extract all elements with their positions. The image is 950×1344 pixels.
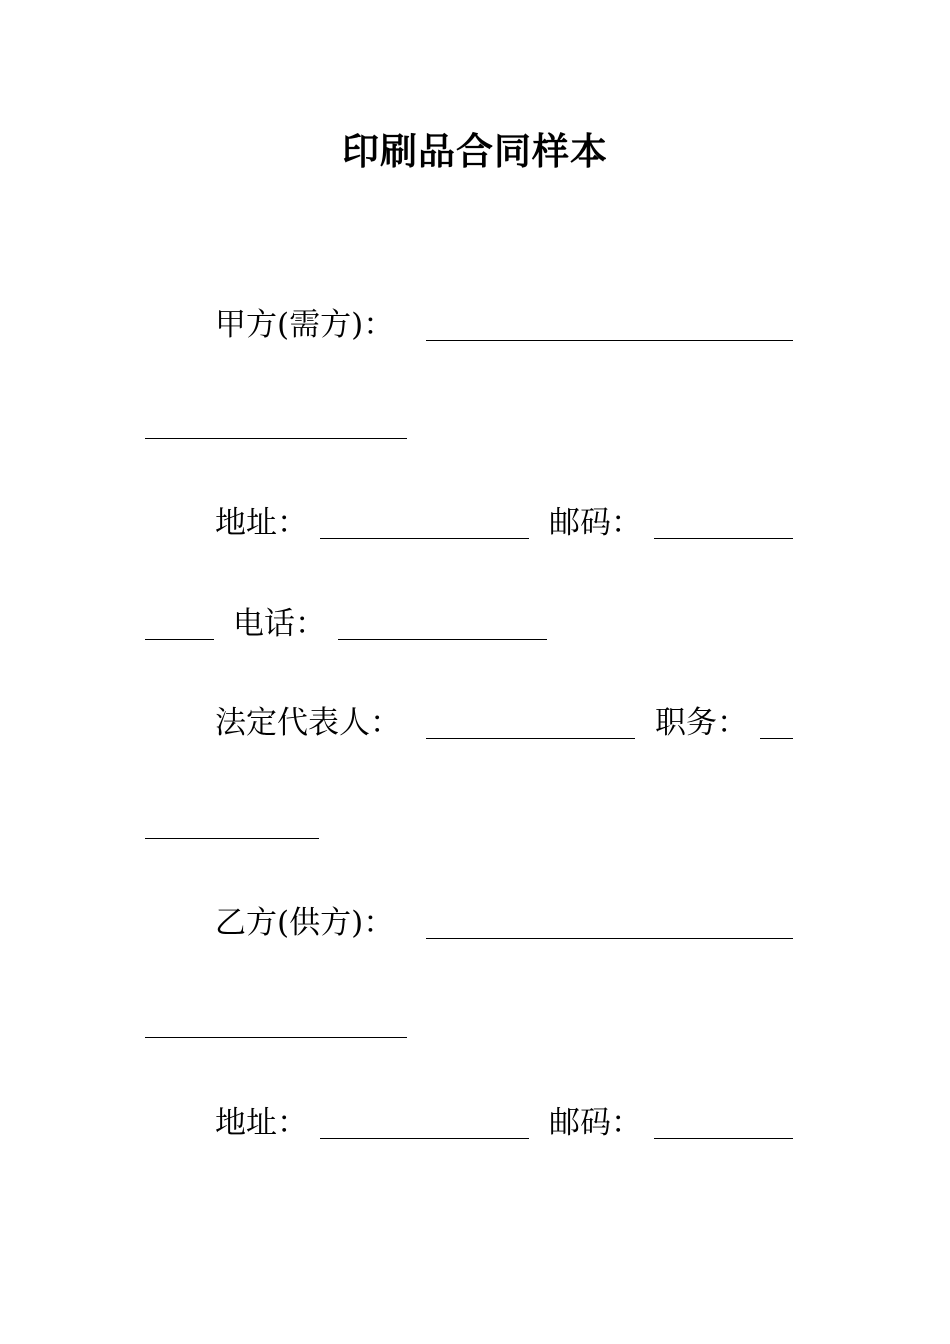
party-a-address-line	[0, 503, 950, 543]
party-a-label: 甲方(需方)：	[215, 307, 395, 343]
party-a-name-blank	[426, 340, 793, 341]
party-a-legal-rep-line	[0, 703, 950, 743]
party-a-phone-blank	[338, 639, 547, 640]
party-b-line	[0, 903, 950, 943]
party-a-legal-rep-label: 法定代表人：	[215, 705, 401, 741]
party-a-position-blank	[760, 738, 793, 739]
party-b-address-line	[0, 1103, 950, 1143]
party-a-position-blank-continued	[145, 838, 319, 839]
document-title: 印刷品合同样本	[342, 130, 608, 173]
party-a-line	[0, 305, 950, 345]
party-a-phone-line	[0, 604, 950, 644]
party-a-name-blank-continued	[145, 438, 407, 439]
party-a-postcode-label: 邮码：	[549, 505, 642, 541]
party-a-legal-rep-blank	[426, 738, 635, 739]
party-b-name-blank	[426, 938, 793, 939]
party-b-address-label: 地址：	[215, 1105, 308, 1141]
party-a-address-label: 地址：	[215, 505, 308, 541]
party-a-position-label: 职务：	[655, 705, 748, 741]
party-a-address-blank	[320, 538, 529, 539]
party-a-postcode-blank	[654, 538, 793, 539]
party-b-label: 乙方(供方)：	[215, 905, 395, 941]
party-b-postcode-blank	[654, 1138, 793, 1139]
party-b-address-blank	[320, 1138, 529, 1139]
party-a-phone-label: 电话：	[233, 606, 326, 642]
party-b-postcode-label: 邮码：	[549, 1105, 642, 1141]
party-b-name-blank-continued	[145, 1037, 407, 1038]
party-a-postcode-blank-continued	[145, 639, 214, 640]
